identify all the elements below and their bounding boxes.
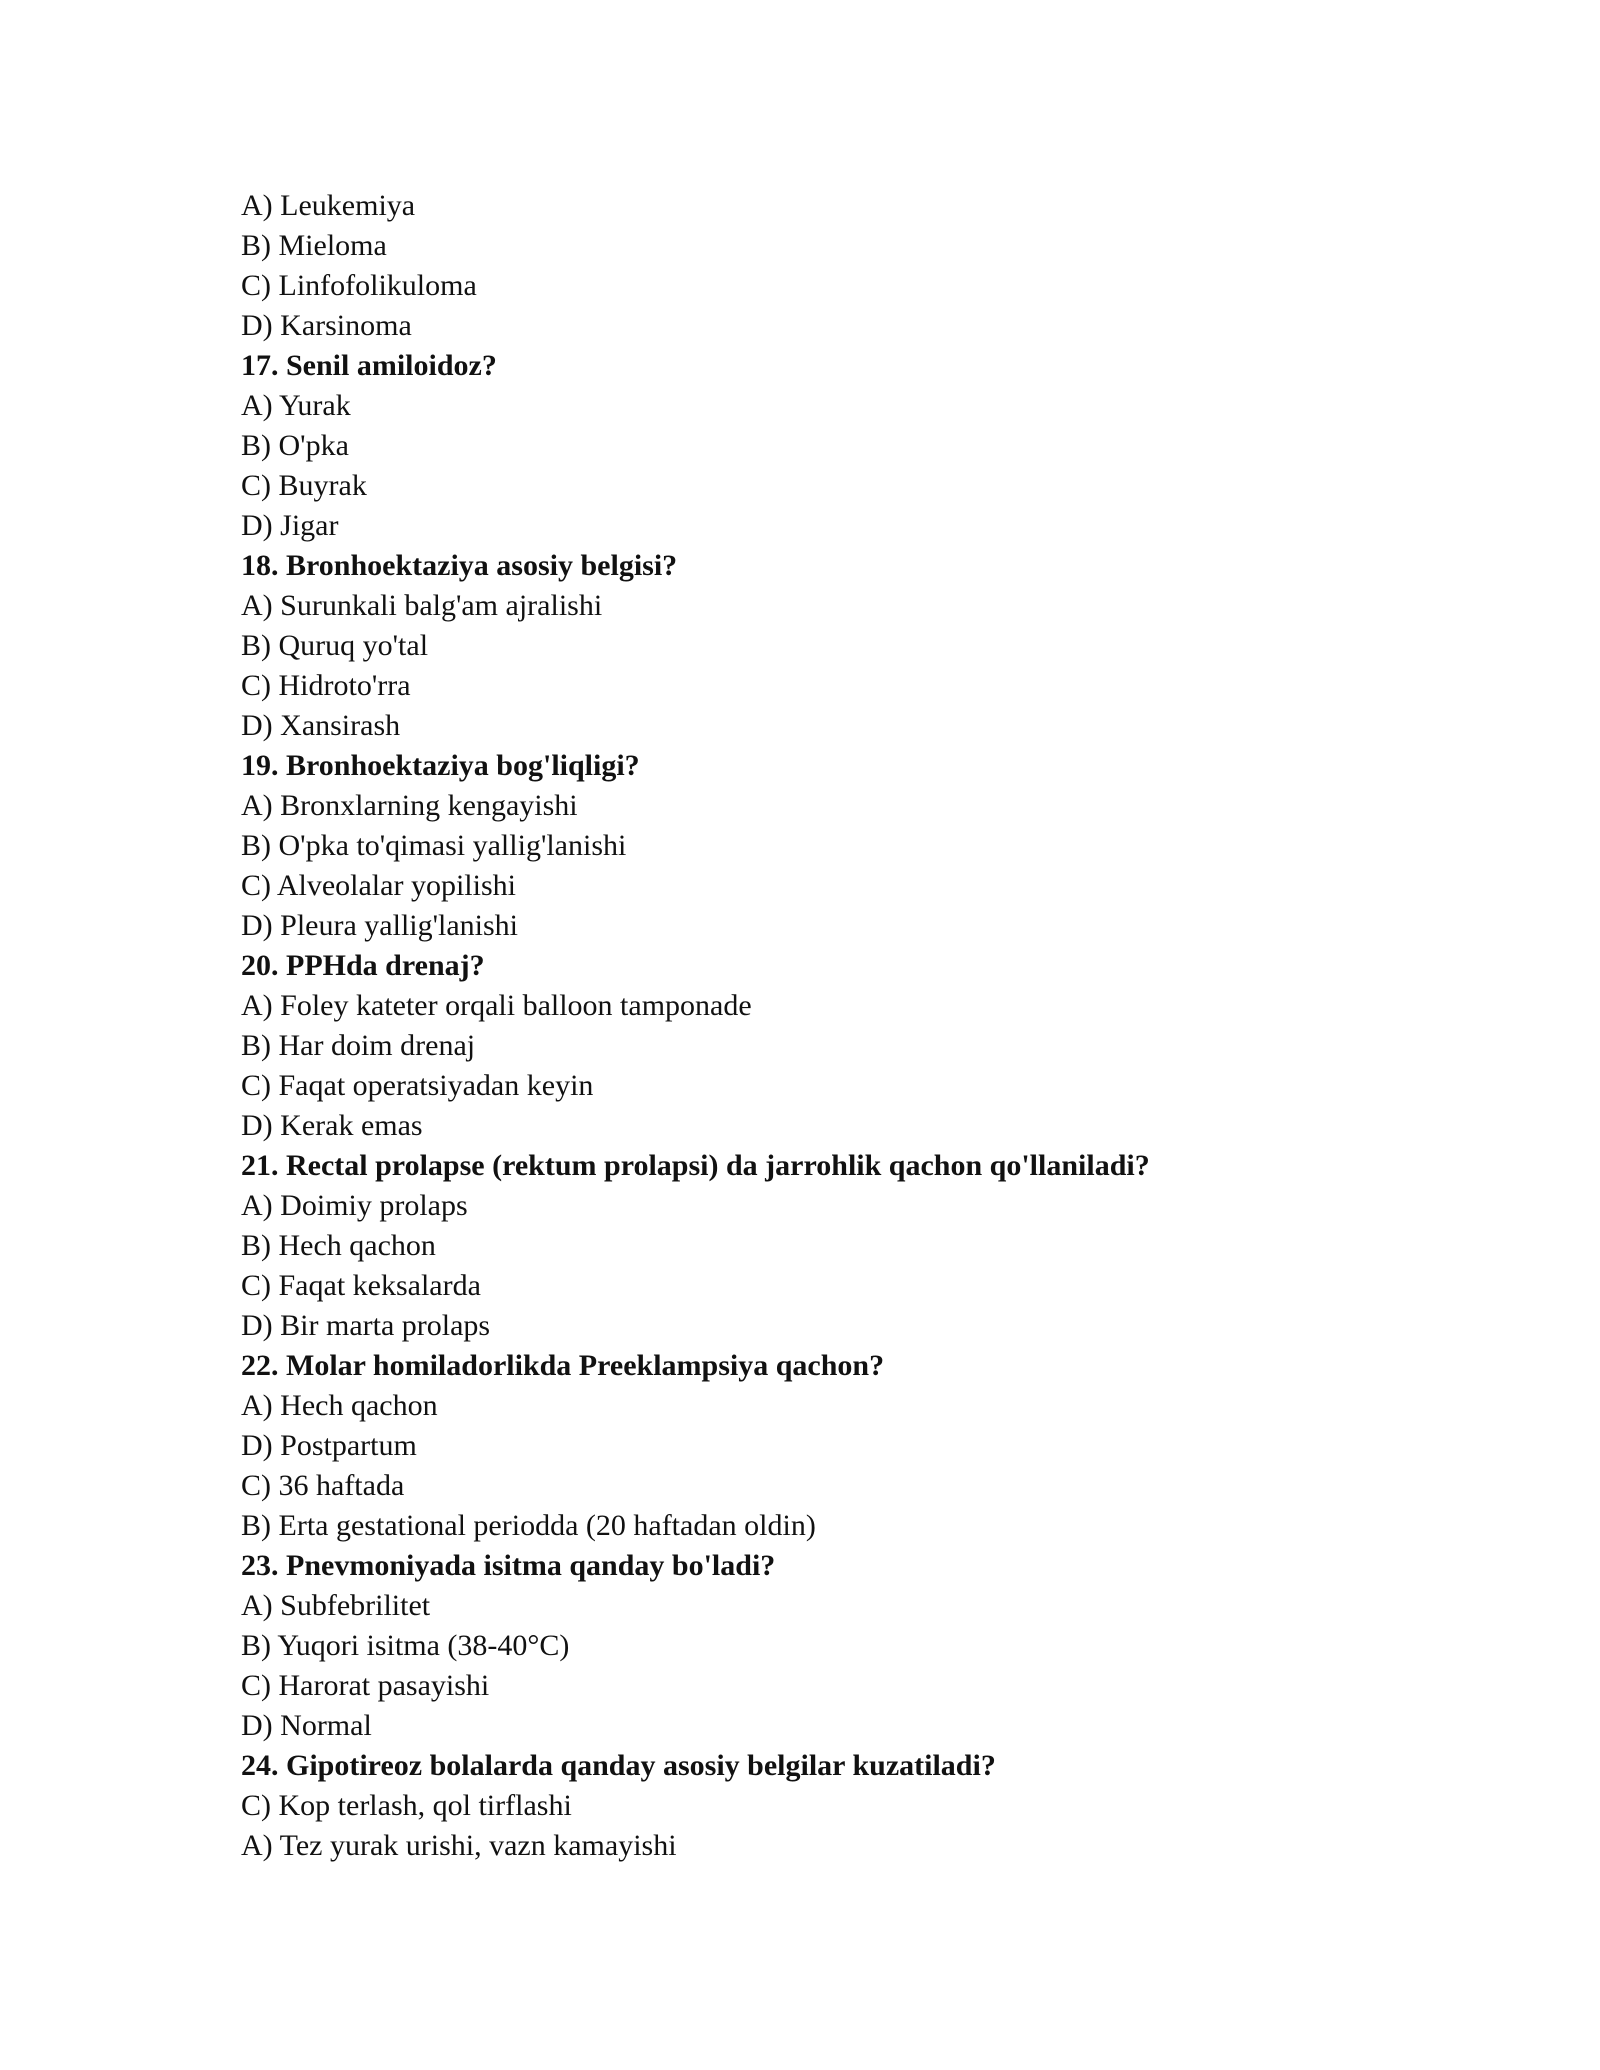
question-block [241,1346,1441,1546]
question-block [241,546,1441,746]
answer-option: D) Bir marta prolaps [241,1309,491,1342]
answer-option: C) Faqat operatsiyadan keyin [241,1069,594,1102]
answer-option: C) 36 haftada [241,1469,405,1502]
question-heading: 20. PPHda drenaj? [241,949,485,982]
answer-option: A) Yurak [241,389,351,422]
question-block [241,346,1441,546]
answer-option: D) Kerak emas [241,1109,423,1142]
answer-option: D) Xansirash [241,709,401,742]
answer-option: A) Hech qachon [241,1389,438,1422]
answer-option: B) Erta gestational periodda (20 haftadan oldin) [241,1509,816,1542]
answer-option: A) Bronxlarning kengayishi [241,789,578,822]
answer-option: A) Foley kateter orqali balloon tamponade [241,989,752,1022]
answer-option: A) Leukemiya [241,189,416,222]
question-heading: 21. Rectal prolapse (rektum prolapsi) da jarrohlik qachon qo'llaniladi? [241,1149,1150,1182]
answer-option: C) Alveolalar yopilishi [241,869,516,902]
answer-option: C) Buyrak [241,469,367,502]
question-block [241,186,1441,346]
question-block [241,946,1441,1146]
answer-option: A) Doimiy prolaps [241,1189,468,1222]
answer-option: B) Yuqori isitma (38-40°C) [241,1629,570,1662]
answer-option: D) Normal [241,1709,372,1742]
answer-option: B) Mieloma [241,229,387,262]
answer-option: D) Karsinoma [241,309,412,342]
answer-option: C) Hidroto'rra [241,669,411,702]
answer-option: A) Tez yurak urishi, vazn kamayishi [241,1829,677,1862]
answer-option: D) Jigar [241,509,339,542]
answer-option: D) Pleura yallig'lanishi [241,909,519,942]
question-block [241,1546,1441,1746]
question-block [241,746,1441,946]
question-heading: 24. Gipotireoz bolalarda qanday asosiy belgilar kuzatiladi? [241,1749,996,1782]
question-heading: 22. Molar homiladorlikda Preeklampsiya qachon? [241,1349,885,1382]
answer-option: C) Harorat pasayishi [241,1669,490,1702]
answer-option: C) Linfofolikuloma [241,269,477,302]
answer-option: B) Quruq yo'tal [241,629,429,662]
answer-option: B) Har doim drenaj [241,1029,476,1062]
question-block [241,1746,1441,1866]
question-heading: 18. Bronhoektaziya asosiy belgisi? [241,549,678,582]
answer-option: A) Subfebrilitet [241,1589,431,1622]
answer-option: C) Faqat keksalarda [241,1269,481,1302]
answer-option: B) O'pka [241,429,349,462]
answer-option: D) Postpartum [241,1429,417,1462]
question-heading: 19. Bronhoektaziya bog'liqligi? [241,749,640,782]
answer-option: B) O'pka to'qimasi yallig'lanishi [241,829,627,862]
answer-option: B) Hech qachon [241,1229,436,1262]
answer-option: C) Kop terlash, qol tirflashi [241,1789,572,1822]
question-block [241,1146,1441,1346]
quiz-content [241,186,1441,1866]
question-heading: 17. Senil amiloidoz? [241,349,497,382]
question-heading: 23. Pnevmoniyada isitma qanday bo'ladi? [241,1549,776,1582]
answer-option: A) Surunkali balg'am ajralishi [241,589,603,622]
